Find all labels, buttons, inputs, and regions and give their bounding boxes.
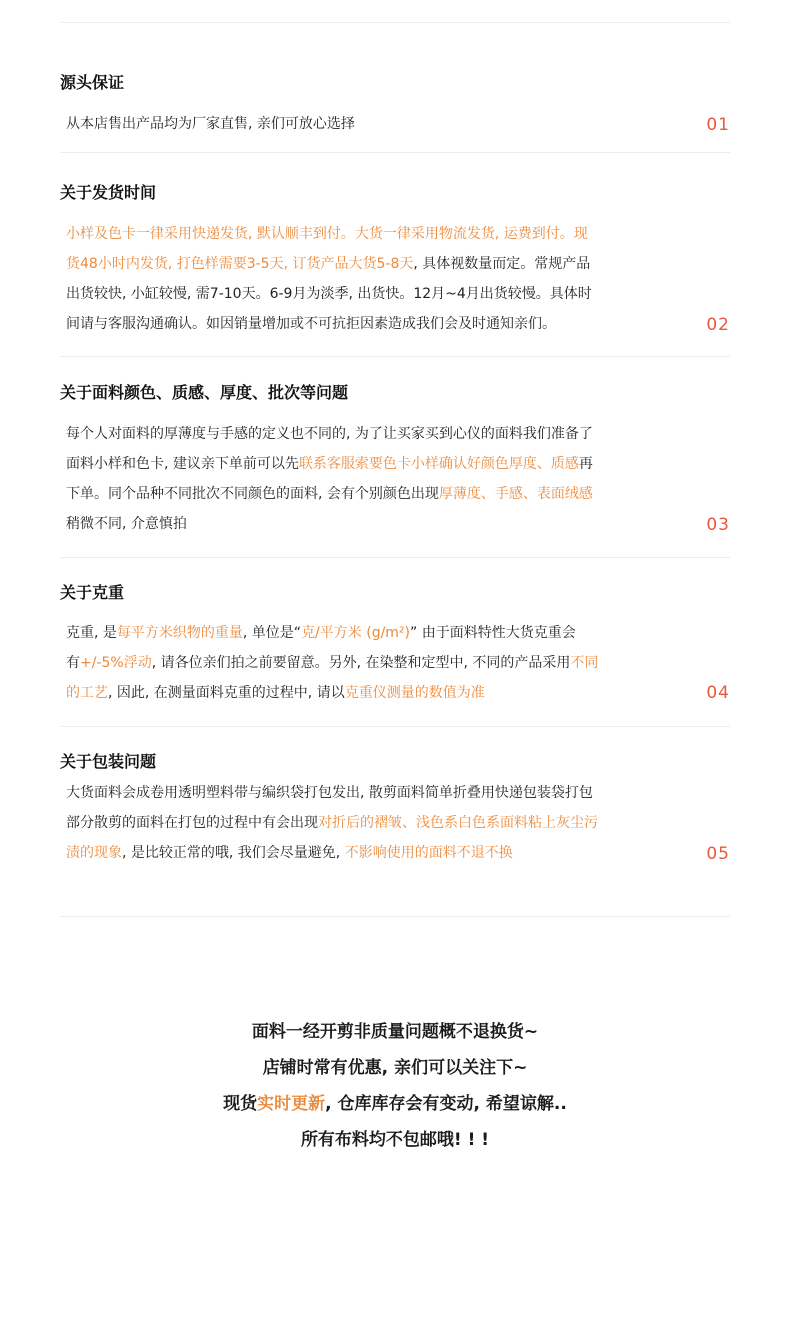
highlighted-text: 克/平方米 (g/m²) (301, 625, 411, 641)
text-line (0, 1014, 790, 1050)
highlighted-text: 货48小时内发货, 打色样需要3-5天, 订货产品大货5-8天 (66, 256, 414, 272)
text-line (66, 449, 662, 479)
highlighted-text: 小样及色卡一律采用快递发货, 默认顺丰到付。大货一律采用物流发货, 运费到付。现 (66, 226, 588, 242)
highlighted-text: 厚薄度、手感、表面绒感 (438, 486, 593, 502)
highlighted-text: 对折后的褶皱、浅色系白色系面料粘上灰尘污 (318, 815, 598, 831)
text-line (66, 618, 662, 648)
text-line (66, 219, 662, 249)
text-segment: 部分散剪的面料在打包的过程中有会出现 (66, 815, 318, 831)
text-segment: 间请与客服沟通确认。如因销量增加或不可抗拒因素造成我们会及时通知亲们。 (66, 316, 556, 332)
footer-notice (0, 1014, 790, 1158)
divider-1 (60, 152, 730, 153)
highlighted-text: 的工艺 (66, 685, 108, 701)
text-segment: 再 (578, 456, 593, 472)
text-line (0, 1086, 790, 1122)
section-number: 03 (706, 515, 730, 535)
section-title: 关于包装问题 (60, 752, 157, 771)
text-segment: , 单位是“ (242, 625, 302, 641)
text-segment: 出货较快, 小缸较慢, 需7-10天。6-9月为淡季, 出货快。12月~4月出货较慢。具体时 (66, 286, 592, 302)
section-body (66, 618, 662, 708)
section-title: 源头保证 (60, 73, 125, 92)
divider-3 (60, 557, 730, 558)
highlighted-text: 克重仪测量的数值为准 (344, 685, 485, 701)
text-segment: , 请各位亲们拍之前要留意。另外, 在染整和定型中, 不同的产品采用 (151, 655, 571, 671)
text-line (66, 479, 662, 509)
text-line (0, 1050, 790, 1086)
section-body (66, 219, 662, 339)
highlighted-text: 不影响使用的面料不退不换 (344, 845, 513, 861)
section-number: 01 (706, 115, 730, 135)
highlighted-text: 每平方米织物的重量 (116, 625, 243, 641)
text-segment: 店铺时常有优惠, 亲们可以关注下~ (262, 1058, 528, 1078)
text-segment: 克重, 是 (66, 625, 117, 641)
text-line (66, 678, 662, 708)
text-segment: 所有布料均不包邮哦! ! ! (300, 1130, 490, 1150)
section-title: 关于面料颜色、质感、厚度、批次等问题 (60, 383, 349, 402)
text-line (66, 419, 662, 449)
text-segment: , 具体视数量而定。常规产品 (413, 256, 591, 272)
highlighted-text: +/-5%浮动 (80, 655, 152, 671)
section-body (66, 419, 662, 539)
highlighted-text: 实时更新 (257, 1094, 326, 1114)
section-number: 02 (706, 315, 730, 335)
text-segment: 面料一经开剪非质量问题概不退换货~ (251, 1022, 539, 1042)
text-segment: , 是比较正常的哦, 我们会尽量避免, (122, 845, 345, 861)
divider-2 (60, 356, 730, 357)
text-line (66, 109, 662, 139)
section-source-guarantee (60, 72, 730, 142)
text-segment: 稍微不同, 介意慎拍 (66, 516, 187, 532)
text-line (66, 309, 662, 339)
text-segment: , 仓库库存会有变动, 希望谅解.. (325, 1094, 567, 1114)
text-line (66, 509, 662, 539)
divider-4 (60, 726, 730, 727)
text-segment: 每个人对面料的厚薄度与手感的定义也不同的, 为了让买家买到心仪的面料我们准备了 (66, 426, 593, 442)
text-line (0, 1122, 790, 1158)
divider-5 (60, 916, 730, 917)
section-packaging (60, 751, 730, 881)
divider-top (60, 22, 730, 23)
text-line (66, 808, 662, 838)
text-line (66, 838, 662, 868)
text-line (66, 279, 662, 309)
highlighted-text: 联系客服索要色卡小样确认好颜色厚度、质感 (298, 456, 579, 472)
highlighted-text: 不同 (570, 655, 599, 671)
section-fabric-quality (60, 382, 730, 542)
text-segment: ” 由于面料特性大货克重会 (410, 625, 576, 641)
text-segment: 大货面料会成卷用透明塑料带与编织袋打包发出, 散剪面料简单折叠用快递包装袋打包 (66, 785, 593, 801)
text-line (66, 648, 662, 678)
text-segment: 从本店售出产品均为厂家直售, 亲们可放心选择 (66, 116, 355, 132)
text-segment: 面料小样和色卡, 建议亲下单前可以先 (66, 456, 299, 472)
text-line (66, 778, 662, 808)
text-segment: 下单。同个品种不同批次不同颜色的面料, 会有个别颜色出现 (66, 486, 439, 502)
highlighted-text: 渍的现象 (66, 845, 122, 861)
text-line (66, 249, 662, 279)
section-body (66, 109, 662, 139)
section-title: 关于克重 (60, 583, 125, 602)
text-segment: 现货 (223, 1094, 258, 1114)
section-body (66, 778, 662, 868)
section-number: 05 (706, 844, 730, 864)
section-number: 04 (706, 683, 730, 703)
section-fabric-weight (60, 582, 730, 712)
section-title: 关于发货时间 (60, 183, 157, 202)
text-segment: , 因此, 在测量面料克重的过程中, 请以 (108, 685, 345, 701)
text-segment: 有 (66, 655, 80, 671)
section-shipping-time (60, 182, 730, 342)
